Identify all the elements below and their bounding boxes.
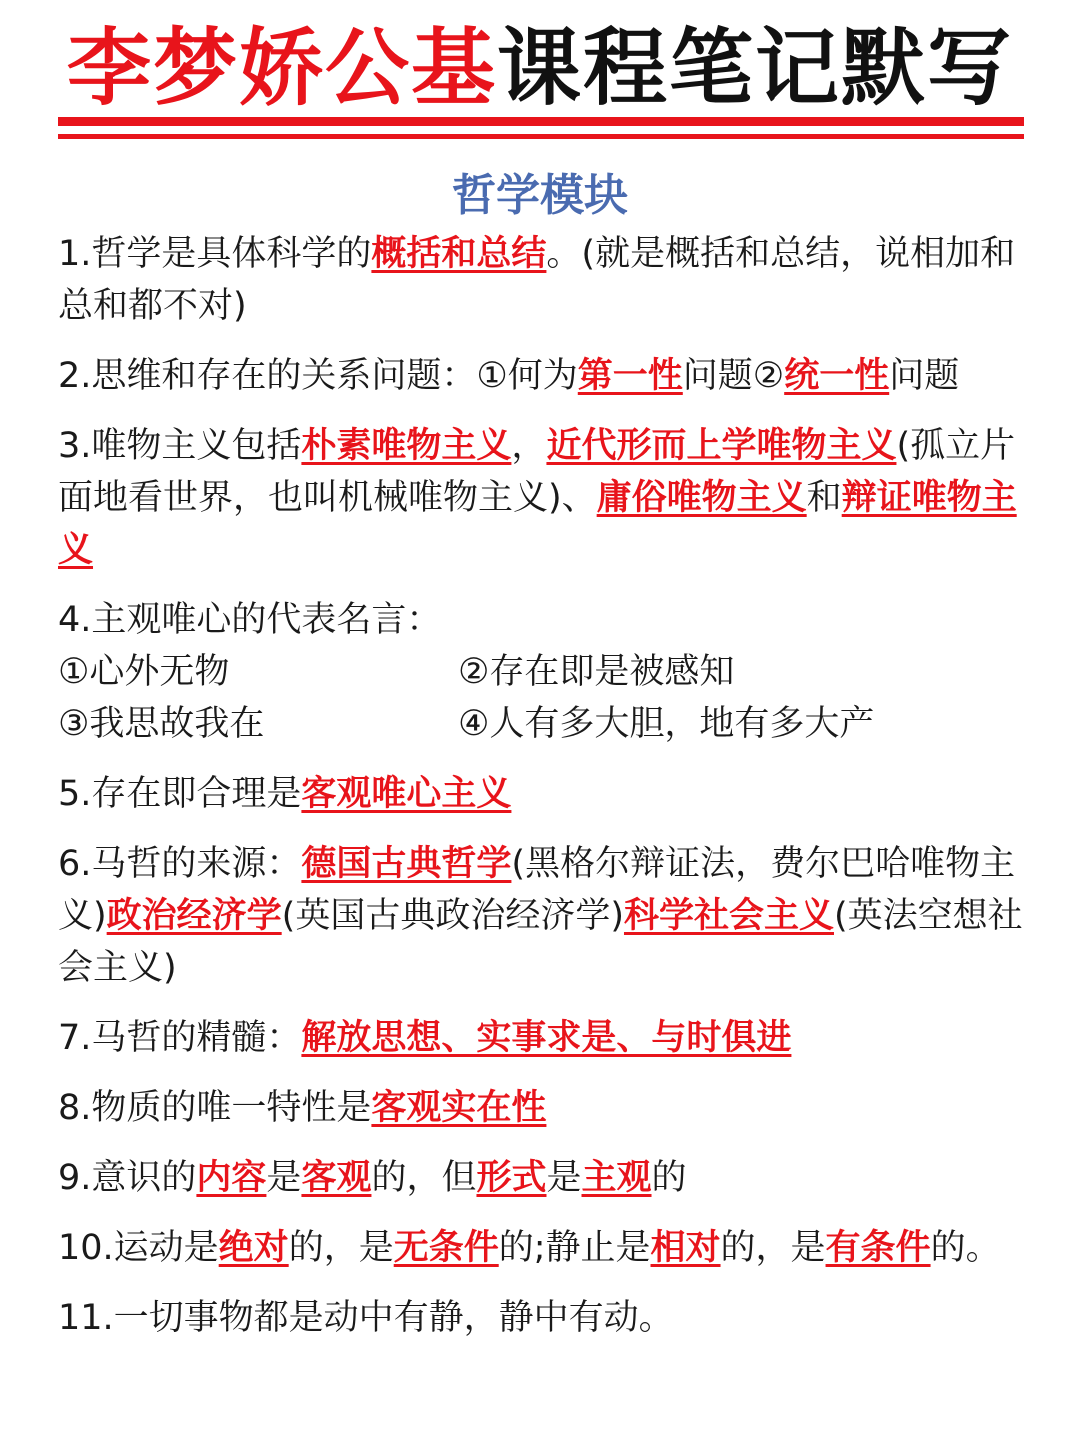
note-text: 3.唯物主义包括: [58, 426, 302, 466]
note-text: 。(就是概括和总结，说相加和总和都不对): [58, 234, 1016, 326]
note-item-10: [58, 1222, 1024, 1274]
title-divider-thick: [58, 117, 1024, 126]
note-item-11: [58, 1292, 1024, 1344]
quote-grid: [58, 646, 1024, 750]
note-highlight: 近代形而上学唯物主义: [546, 426, 897, 466]
note-text: 问题: [889, 356, 960, 396]
note-text: 7.马哲的精髓：: [58, 1018, 302, 1058]
note-text: 10.运动是: [58, 1228, 219, 1268]
note-item-6: [58, 838, 1024, 994]
page-title: [0, 18, 1080, 118]
note-text: 8.物质的唯一特性是: [58, 1088, 372, 1128]
note-text: (英国古典政治经济学): [281, 896, 624, 936]
quote-item: ②存在即是被感知: [458, 652, 735, 692]
note-text: 的: [651, 1158, 687, 1198]
note-text: 的，是: [288, 1228, 394, 1268]
note-text: 问题②: [682, 356, 785, 396]
note-item-4: [58, 594, 1024, 750]
note-item-8: [58, 1082, 1024, 1134]
note-highlight: 客观: [301, 1158, 372, 1198]
note-item-1: [58, 228, 1024, 332]
note-item-5: [58, 768, 1024, 820]
note-text: 是: [266, 1158, 302, 1198]
note-highlight: 庸俗唯物主义: [596, 478, 807, 518]
note-highlight: 第一性: [577, 356, 683, 396]
title-divider-thin: [58, 134, 1024, 139]
title-red-part: 李梦娇公基: [66, 19, 497, 117]
note-item-2: [58, 350, 1024, 402]
note-highlight: 客观唯心主义: [301, 774, 512, 814]
note-highlight: 客观实在性: [371, 1088, 547, 1128]
note-text: 是: [546, 1158, 582, 1198]
note-highlight: 解放思想、实事求是、与时俱进: [301, 1018, 792, 1058]
quote-item: ③我思故我在: [58, 704, 265, 744]
note-item-9: [58, 1152, 1024, 1204]
note-text: (黑格尔辩证法，费尔巴哈唯物主义): [58, 844, 1016, 936]
note-highlight: 有条件: [825, 1228, 931, 1268]
note-text: ，: [511, 426, 547, 466]
note-highlight: 相对: [650, 1228, 721, 1268]
note-text: 1.哲学是具体科学的: [58, 234, 372, 274]
note-item-3: [58, 420, 1024, 576]
note-text: 11.一切事物都是动中有静，静中有动。: [58, 1298, 674, 1338]
title-black-part: 课程笔记默写: [497, 19, 1014, 117]
section-subtitle: 哲学模块: [452, 170, 628, 221]
note-highlight: 主观: [581, 1158, 652, 1198]
note-highlight: 概括和总结: [371, 234, 547, 274]
note-highlight: 统一性: [784, 356, 890, 396]
note-highlight: 科学社会主义: [623, 896, 834, 936]
note-highlight: 德国古典哲学: [301, 844, 512, 884]
note-highlight: 绝对: [218, 1228, 289, 1268]
note-highlight: 无条件: [393, 1228, 499, 1268]
quote-item: ④人有多大胆，地有多大产: [458, 704, 875, 744]
note-text: 的;静止是: [498, 1228, 651, 1268]
note-text: (孤立片面地看世界，也叫机械唯物主义)、: [58, 426, 1016, 518]
note-highlight: 辩证唯物主义: [58, 478, 1017, 570]
note-text: 9.意识的: [58, 1158, 197, 1198]
note-text: 2.思维和存在的关系问题：①何为: [58, 356, 578, 396]
note-text: 的，但: [371, 1158, 477, 1198]
note-text: 的。: [930, 1228, 1001, 1268]
note-text: 5.存在即合理是: [58, 774, 302, 814]
note-highlight: 内容: [196, 1158, 267, 1198]
quote-item: ①心外无物: [58, 652, 230, 692]
note-highlight: 政治经济学: [106, 896, 282, 936]
note-text: 6.马哲的来源：: [58, 844, 302, 884]
note-highlight: 形式: [476, 1158, 547, 1198]
note-text: (英法空想社会主义): [58, 896, 1023, 988]
note-text: 的，是: [720, 1228, 826, 1268]
note-text: 和: [806, 478, 842, 518]
note-text: 4.主观唯心的代表名言：: [58, 600, 442, 640]
note-item-7: [58, 1012, 1024, 1064]
note-highlight: 朴素唯物主义: [301, 426, 512, 466]
notes-list: [58, 228, 1024, 1362]
